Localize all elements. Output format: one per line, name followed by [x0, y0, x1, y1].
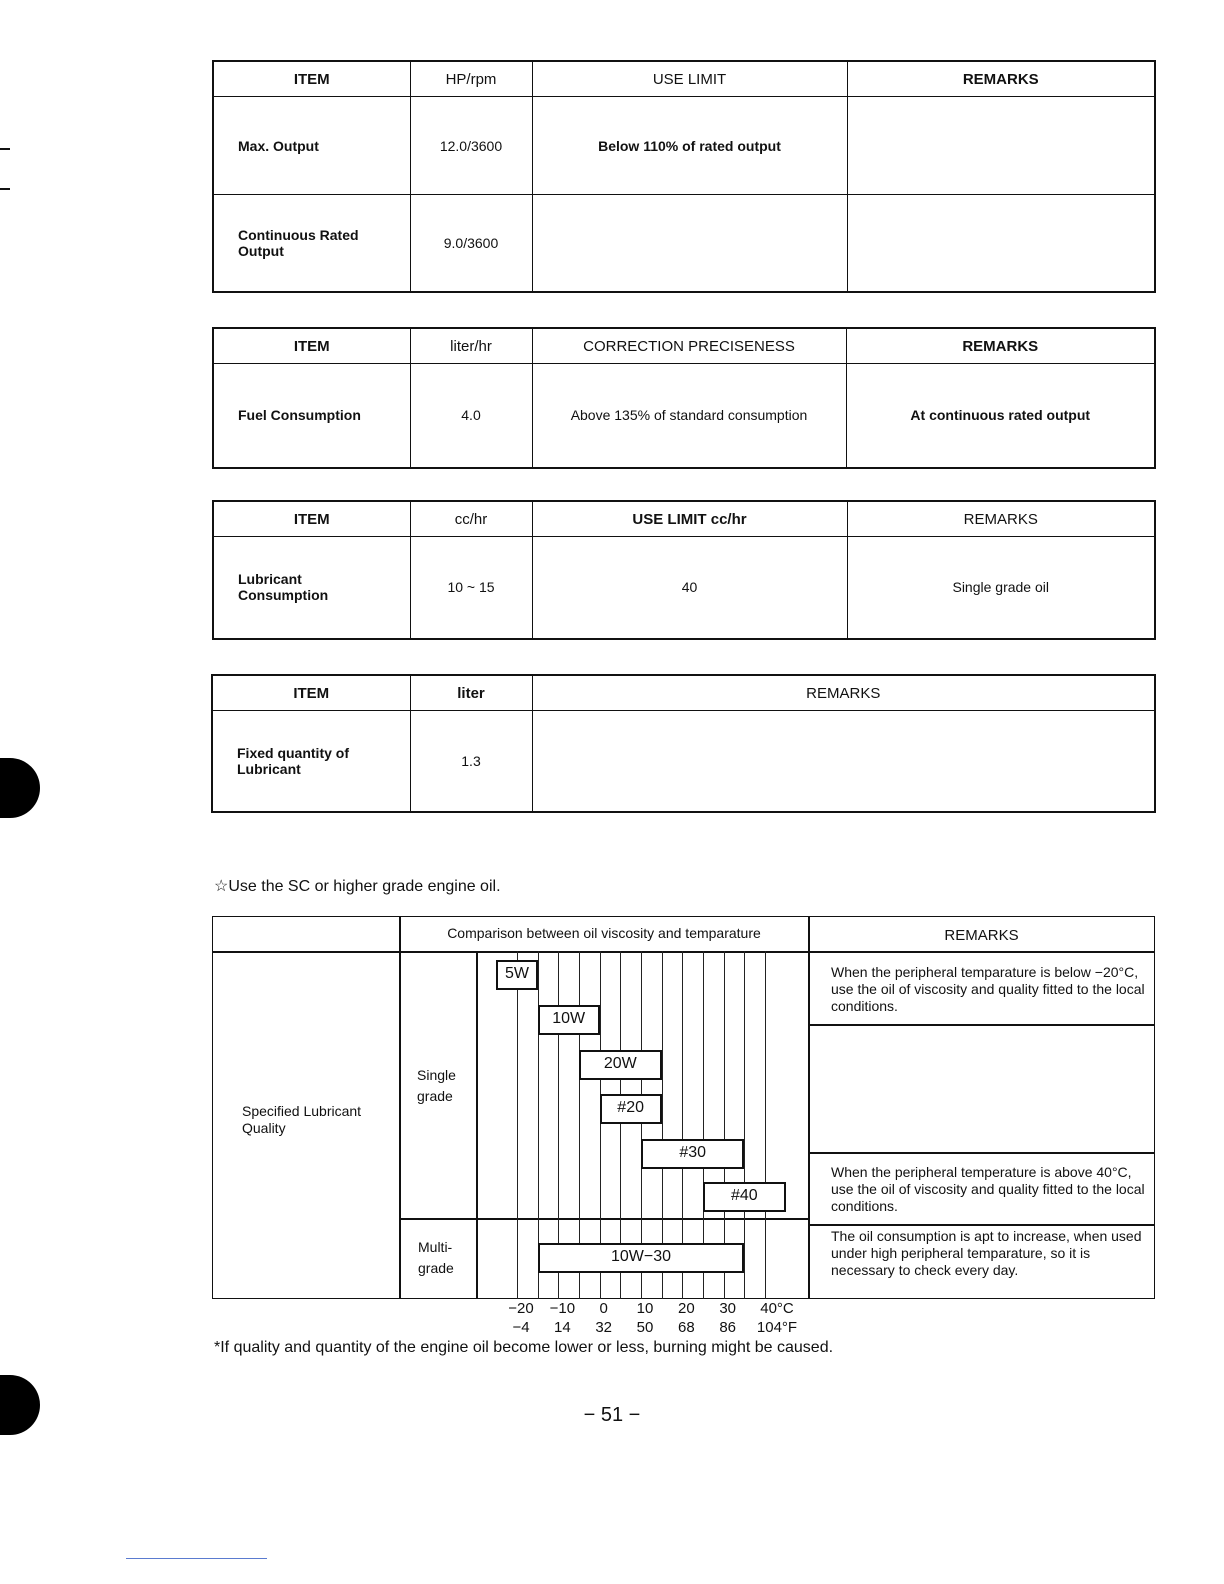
grade-label: #30 [679, 1144, 707, 1161]
axis-tick-c: −10 [549, 1300, 576, 1317]
item-cell: Continuous Rated Output [213, 195, 410, 292]
chart-title: Comparison between oil viscosity and temparature [447, 925, 761, 941]
item-cell: Max. Output [213, 97, 410, 195]
remarks-cell [847, 97, 1155, 195]
axis-tick-f: −4 [512, 1319, 530, 1336]
axis-tick-f: 50 [636, 1319, 654, 1336]
header-remarks: REMARKS [847, 501, 1155, 537]
value-cell: 10 ~ 15 [410, 537, 532, 639]
axis-tick-c: 20 [677, 1300, 695, 1317]
grade-bar-10w [538, 1005, 600, 1035]
remarks-cell [532, 711, 1155, 812]
limit-cell: Below 110% of rated output [532, 97, 847, 195]
remarks-divider [808, 1152, 1155, 1154]
header-remarks: REMARKS [532, 675, 1155, 711]
margin-mark [0, 148, 10, 150]
remarks-low-temp: When the peripheral temparature is below −20°C, use the oil of viscosity and quality fitted to the local conditions. [831, 964, 1145, 1014]
footnote: *If quality and quantity of the engine oil become lower or less, burning might be caused. [214, 1339, 834, 1356]
chart-header-divider [212, 951, 1155, 953]
header-remarks: REMARKS [847, 61, 1155, 97]
binding-hole [0, 758, 40, 818]
axis-tick-f: 86 [719, 1319, 736, 1336]
multi-grade-label: Multi-grade [418, 1239, 454, 1276]
axis-tick-c: 30 [719, 1300, 736, 1317]
limit-cell [532, 195, 847, 292]
header-unit: liter/hr [410, 328, 532, 364]
gridline-40 [765, 951, 766, 1299]
value-cell: 4.0 [410, 364, 532, 468]
grade-label: 5W [504, 965, 529, 982]
grade-bar-20w [579, 1050, 662, 1080]
grade-label: #20 [617, 1099, 644, 1116]
value-cell: 12.0/3600 [410, 97, 532, 195]
col-divider [808, 916, 810, 1299]
grade-bar-no20 [600, 1094, 662, 1124]
grade-label: 10W−30 [610, 1248, 671, 1265]
axis-tick-f: 68 [677, 1319, 695, 1336]
axis-tick-c: 40°C [760, 1300, 794, 1317]
output-table [212, 60, 1156, 293]
grade-bar-10w-30 [538, 1243, 745, 1273]
fuel-table [212, 327, 1156, 469]
header-limit: USE LIMIT cc/hr [532, 501, 847, 537]
value-cell: 1.3 [410, 711, 532, 812]
axis-tick-c: 10 [636, 1300, 654, 1317]
header-correction: CORRECTION PRECISENESS [532, 328, 846, 364]
axis-tick-f: 14 [553, 1319, 571, 1336]
item-cell: Lubricant Consumption [213, 537, 410, 639]
header-item: ITEM [213, 501, 410, 537]
remarks-cell [847, 195, 1155, 292]
oil-grade-note: ☆Use the SC or higher grade engine oil. [214, 878, 501, 895]
value-cell: 9.0/3600 [410, 195, 532, 292]
col-divider [476, 951, 478, 1299]
bottom-rule [126, 1558, 267, 1559]
grade-divider [399, 1218, 808, 1220]
grade-bar-no40 [703, 1182, 786, 1212]
single-grade-label: Single grade [417, 1067, 456, 1104]
grade-bar-no30 [641, 1139, 744, 1169]
axis-tick-f: 32 [595, 1319, 612, 1336]
axis-tick-f: 104°F [756, 1319, 798, 1336]
remarks-divider [808, 1224, 1155, 1226]
margin-mark [0, 188, 10, 190]
limit-cell: 40 [532, 537, 847, 639]
limit-cell: Above 135% of standard consumption [532, 364, 846, 468]
remarks-high-temp: When the peripheral temperature is above 40°C, use the oil of viscosity and quality fitted to the local conditions. [831, 1164, 1145, 1214]
row-label: Specified Lubricant Quality [242, 1103, 362, 1136]
item-cell: Fixed quantity of Lubricant [212, 711, 410, 812]
remarks-divider [808, 1024, 1155, 1026]
col-divider [399, 916, 401, 1299]
grade-label: #40 [730, 1187, 758, 1204]
item-cell: Fuel Consumption [213, 364, 410, 468]
header-unit: cc/hr [410, 501, 532, 537]
gridline--20 [517, 951, 518, 1299]
header-limit: USE LIMIT [532, 61, 847, 97]
header-item: ITEM [213, 328, 410, 364]
header-item: ITEM [213, 61, 410, 97]
axis-tick-c: 0 [599, 1300, 608, 1317]
lubricant-quantity-table [211, 674, 1156, 813]
lubricant-consumption-table [212, 500, 1156, 640]
grade-label: 20W [603, 1055, 637, 1072]
header-unit: HP/rpm [410, 61, 532, 97]
remarks-cell: At continuous rated output [846, 364, 1155, 468]
header-unit: liter [410, 675, 532, 711]
header-item: ITEM [212, 675, 410, 711]
grade-label: 10W [552, 1010, 586, 1027]
remarks-cell: Single grade oil [847, 537, 1155, 639]
chart-remarks-header: REMARKS [944, 927, 1019, 944]
header-remarks: REMARKS [846, 328, 1155, 364]
remarks-consumption: The oil consumption is apt to increase, when used under high peripheral temparature, so it is necessary to check every day. [831, 1228, 1142, 1278]
grade-bar-5w [496, 960, 537, 990]
axis-tick-c: −20 [508, 1300, 534, 1317]
gridline-35 [744, 951, 745, 1299]
page-number: − 51 − [583, 1404, 641, 1426]
